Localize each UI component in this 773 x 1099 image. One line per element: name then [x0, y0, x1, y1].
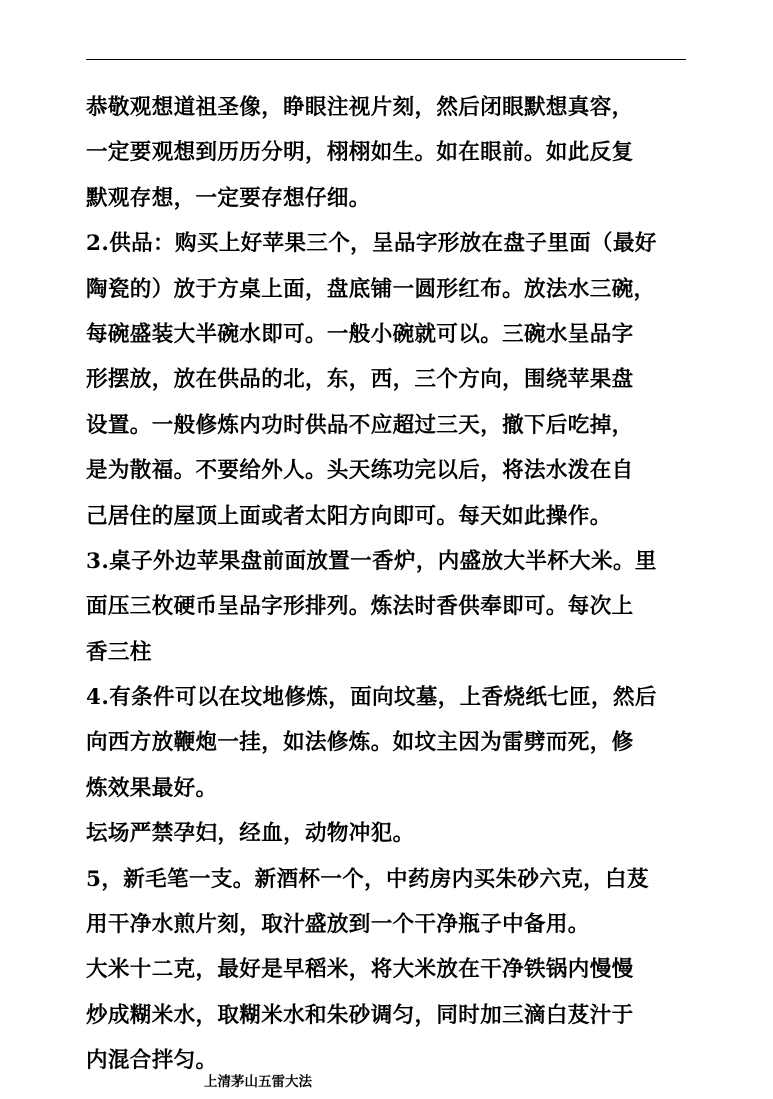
text-line: 一定要观想到历历分明，栩栩如生。如在眼前。如此反复	[86, 140, 634, 166]
document-body	[86, 85, 696, 1084]
header-rule	[86, 59, 686, 60]
text-line: 4.有条件可以在坟地修炼，面向坟墓，上香烧纸七匝，然后	[86, 685, 657, 711]
text-line: 5，新毛笔一支。新酒杯一个，中药房内买朱砂六克，白芨	[86, 866, 649, 892]
text-line: 炼效果最好。	[86, 775, 218, 801]
text-line: 设置。一般修炼内功时供品不应超过三天，撤下后吃掉，	[86, 412, 634, 438]
text-line: 2.供品：购买上好苹果三个，呈品字形放在盘子里面（最好	[86, 231, 657, 257]
text-line: 每碗盛装大半碗水即可。一般小碗就可以。三碗水呈品字	[86, 321, 634, 347]
text-line: 是为散福。不要给外人。头天练功完以后，将法水泼在自	[86, 458, 634, 484]
text-line: 内混合拌匀。	[86, 1048, 218, 1074]
text-line: 3.桌子外边苹果盘前面放置一香炉，内盛放大半杯大米。里	[86, 548, 657, 574]
text-line: 默观存想，一定要存想仔细。	[86, 185, 371, 211]
text-line: 炒成糊米水，取糊米水和朱砂调匀，同时加三滴白芨汁于	[86, 1002, 634, 1028]
text-line: 向西方放鞭炮一挂，如法修炼。如坟主因为雷劈而死，修	[86, 730, 634, 756]
page-footer: 上清茅山五雷大法	[204, 1074, 312, 1090]
text-line: 用干净水煎片刻，取汁盛放到一个干净瓶子中备用。	[86, 912, 590, 938]
text-line: 恭敬观想道祖圣像，睁眼注视片刻，然后闭眼默想真容，	[86, 95, 634, 120]
text-line: 面压三枚硬币呈品字形排列。炼法时香供奉即可。每次上	[86, 594, 634, 620]
text-line: 形摆放，放在供品的北，东，西，三个方向，围绕苹果盘	[86, 367, 634, 393]
text-line: 大米十二克，最好是早稻米，将大米放在干净铁锅内慢慢	[86, 957, 634, 983]
text-line: 坛场严禁孕妇，经血，动物冲犯。	[86, 821, 415, 847]
text-line: 己居住的屋顶上面或者太阳方向即可。每天如此操作。	[86, 503, 612, 529]
text-line: 香三柱	[86, 639, 152, 665]
text-line: 陶瓷的）放于方桌上面，盘底铺一圆形红布。放法水三碗，	[86, 276, 656, 302]
